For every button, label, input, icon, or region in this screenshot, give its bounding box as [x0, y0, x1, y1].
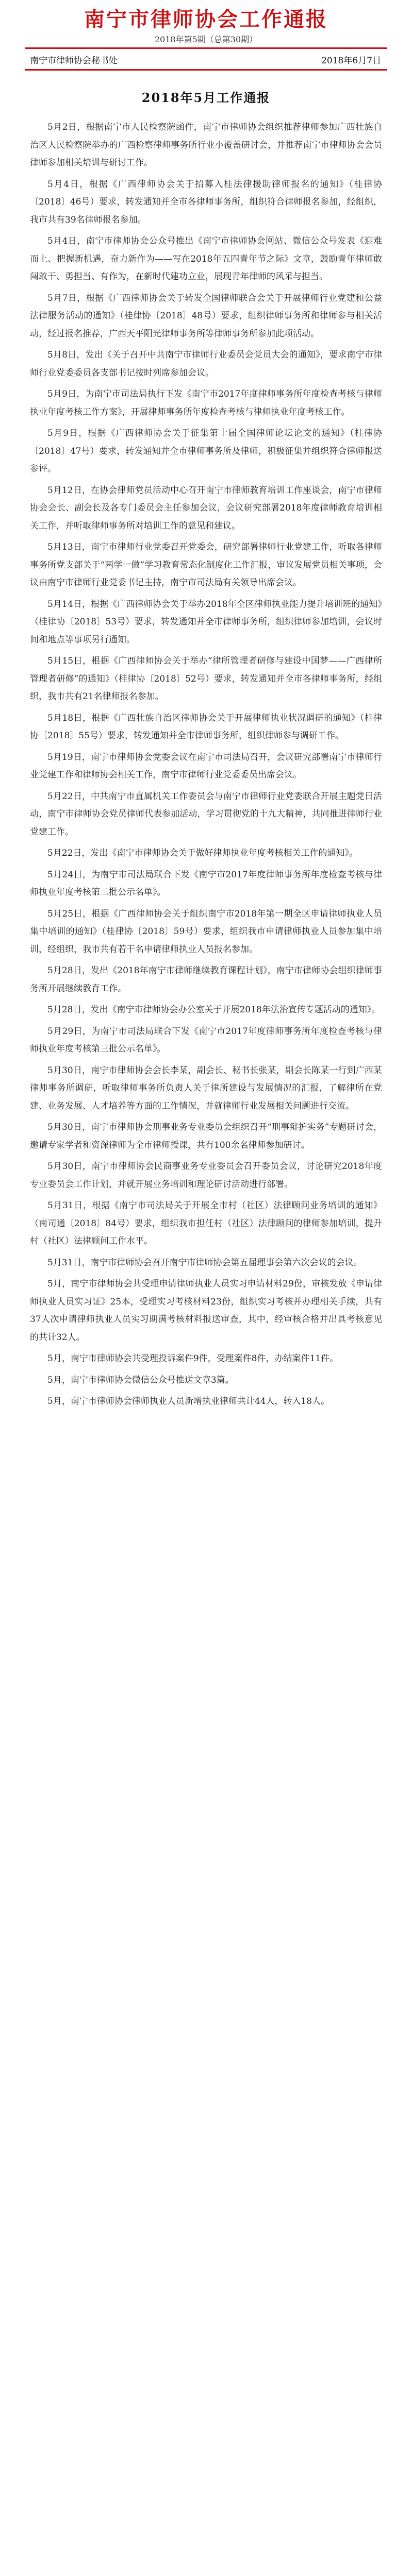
report-paragraph: 5月29日，为南宁市司法局联合下发《南宁市2017年度律师事务所年度检查考核与律师执业年度考核第三批公示名单》。 [30, 1026, 382, 1054]
report-paragraph: 5月2日，根据南宁市人民检察院函件，南宁市律师协会组织推荐律师参加广西壮族自治区人民检察院举办的广西检察律师事务所行业小覆盖研讨会，并推荐南宁市律师协会会员律师参加相关培训与研讨工作。 [30, 122, 382, 168]
report-paragraph: 5月31日，南宁市律师协会召开南宁市律师协会第五届理事会第六次会议的会议。 [47, 1257, 362, 1268]
report-paragraph: 5月8日，发出《关于召开中共南宁市律师行业委员会党员大会的通知》，要求南宁市律师行业党委委员各支部书记按时列席参加会议。 [30, 350, 382, 378]
masthead-divider-bottom [25, 69, 387, 71]
report-paragraph: 5月，南宁市律师协会共受理投诉案件9件，受理案件8件，办结案件11件。 [47, 1353, 339, 1364]
report-paragraph: 5月18日，根据《广西壮族自治区律师协会关于开展律师执业状况调研的通知》（桂律协〔2018〕55号）要求，转发通知并全市律师事务所，组织律师参与调研工作。 [30, 713, 382, 741]
report-paragraph: 5月30日，南宁市律师协会刑事业务专业委员会组织召开“刑事辩护实务”专题研讨会，邀请专家学者和资深律师为全市律师授课，共有100余名律师参加研讨。 [30, 1122, 382, 1150]
document-title: 2018年5月工作通报 [141, 90, 271, 105]
report-paragraph: 5月25日，根据《广西律师协会关于组织南宁市2018年第一期全区申请律师执业人员集中培训的通知》（桂律协〔2018〕59号）要求，组织我市申请律师执业人员参加集中培训，经组织，我市共有若干名申请律师执业人员报名参加。 [30, 908, 382, 955]
masthead-divider-top [25, 47, 387, 49]
report-paragraph: 5月4日，根据《广西律师协会关于招募入桂法律援助律师报名的通知》（桂律协〔2018〕46号）要求，转发通知并全市各律师事务所，组织符合律师报名参加，经组织，我市共有39名律师报名参加。 [30, 179, 382, 225]
report-paragraph: 5月30日，南宁市律师协会会长李某，副会长、秘书长张某，副会长陈某一行到广西某律师事务所调研，听取律师事务所负责人关于律所建设与发展情况的汇报，了解律所在党建、业务发展、人才培养等方面的工作情况，并就律师行业发展相关问题进行交流。 [30, 1065, 382, 1111]
report-paragraph: 5月，南宁市律师协会共受理申请律师执业人员实习申请材料29份，审核发放《申请律师执业人员实习证》25本，受理实习考核材料23份，组织实习考核并办理相关手续，共有37人次申请律师执业人员实习期满考核材料报送审查，其中，经审核合格并出具考核意见的共计32人。 [30, 1279, 382, 1343]
issue-number: 2018年第5期（总第30期） [154, 35, 258, 44]
report-paragraph: 5月，南宁市律师协会律师执业人员新增执业律师共计44人，转入18人。 [47, 1396, 330, 1406]
report-paragraph: 5月，南宁市律师协会微信公众号推送文章3篇。 [47, 1375, 234, 1385]
report-paragraph: 5月9日，为南宁市司法局执行下发《南宁市2017年度律师事务所年度检查考核与律师执业年度考核工作方案》，开展律师事务所年度检查考核与律师执业年度考核工作。 [30, 389, 382, 417]
report-paragraph: 5月28日，发出《2018年南宁市律师继续教育课程计划》，南宁市律师协会组织律师事务所开展继续教育工作。 [30, 965, 382, 994]
masthead-title: 南宁市律师协会工作通报 [84, 7, 328, 31]
report-paragraph: 5月15日，根据《广西律师协会关于举办“律所管理者研修与建设中国梦——广西律所管理者研修”的通知》（桂律协〔2018〕52号）要求，转发通知并全市各律师事务所，经组织，我市共有21名律师报名参加。 [30, 656, 382, 702]
report-paragraph: 5月19日，南宁市律师协会党委会议在南宁市司法局召开，会议研究部署南宁市律师行业党建工作和律师协会相关工作，南宁市律师行业党委委员出席会议。 [30, 752, 382, 780]
report-paragraph: 5月22日，发出《南宁市律师协会关于做好律师执业年度考核相关工作的通知》。 [47, 848, 358, 858]
report-paragraph: 5月22日，中共南宁市直属机关工作委员会与南宁市律师行业党委联合开展主题党日活动，南宁市律师协会党员律师代表参加活动，学习贯彻党的十九大精神，共同推进律师行业党建工作。 [30, 791, 382, 837]
report-paragraph: 5月30日，南宁市律师协会民商事业务专业委员会召开委员会议，讨论研究2018年度专业委员会工作计划，并就开展业务培训和理论研讨活动进行部署。 [30, 1161, 382, 1190]
report-paragraph: 5月9日，根据《广西律师协会关于征集第十届全国律师论坛论文的通知》（桂律协〔2018〕47号）要求，转发通知并全市律师事务所及律师，积极征集并组织符合律师报送参评。 [30, 428, 382, 474]
document-body [30, 118, 382, 1414]
masthead-block [0, 0, 412, 77]
report-paragraph: 5月14日，根据《广西律师协会关于举办2018年全区律师执业能力提升培训班的通知》（桂律协〔2018〕53号）要求，转发通知并全市律师事务所，组织律师参加培训，会议时间和地点等事项另行通知。 [30, 599, 382, 645]
report-paragraph: 5月24日，为南宁市司法局联合下发《南宁市2017年度律师事务所年度检查考核与律师执业年度考核第二批公示名单》。 [30, 869, 382, 897]
report-paragraph: 5月28日，发出《南宁市律师协会办公室关于开展2018年法治宣传专题活动的通知》。 [47, 1005, 381, 1015]
sponsor-name: 南宁市律师协会秘书处 [30, 56, 118, 66]
report-paragraph: 5月4日，南宁市律师协会公众号推出《南宁市律师协会网站、微信公众号发表《迎难而上、把握新机遇，奋力新作为——写在2018年五四青年节之际》文章，鼓励青年律师敢闯敢干、勇担当、有作为，在新时代建功立业，展现青年律师的风采与担当。 [30, 236, 382, 282]
report-paragraph: 5月13日，南宁市律师行业党委召开党委会，研究部署律师行业党建工作，听取各律师事务所党支部关于“两学一做”学习教育常态化制度化工作汇报，审议发展党员相关事项，会议由南宁市律师行业党委书记主持，南宁市司法局有关领导出席会议。 [30, 542, 382, 588]
report-paragraph: 5月12日，在协会律师党员活动中心召开南宁市律师教育培训工作座谈会，南宁市律师协会会长、副会长及各专门委员会主任参加会议，会议研究部署2018年度律师教育培训相关工作，并听取律师事务所对培训工作的意见和建议。 [30, 485, 382, 531]
publish-date: 2018年6月7日 [321, 56, 381, 66]
report-paragraph: 5月7日，根据《广西律师协会关于转发全国律师联合会关于开展律师行业党建和公益法律服务活动的通知》（桂律协〔2018〕48号）要求，组织律师事务所和律师参与相关活动，经过报名推荐，广西天平阳光律师事务所等律师事务所参加此项活动。 [30, 293, 382, 339]
report-paragraph: 5月31日，根据《南宁市司法局关于开展全市村（社区）法律顾问业务培训的通知》（南司通〔2018〕84号）要求，组织我市担任村（社区）法律顾问的律师参加培训，提升村（社区）法律顾问工作水平。 [30, 1200, 382, 1246]
